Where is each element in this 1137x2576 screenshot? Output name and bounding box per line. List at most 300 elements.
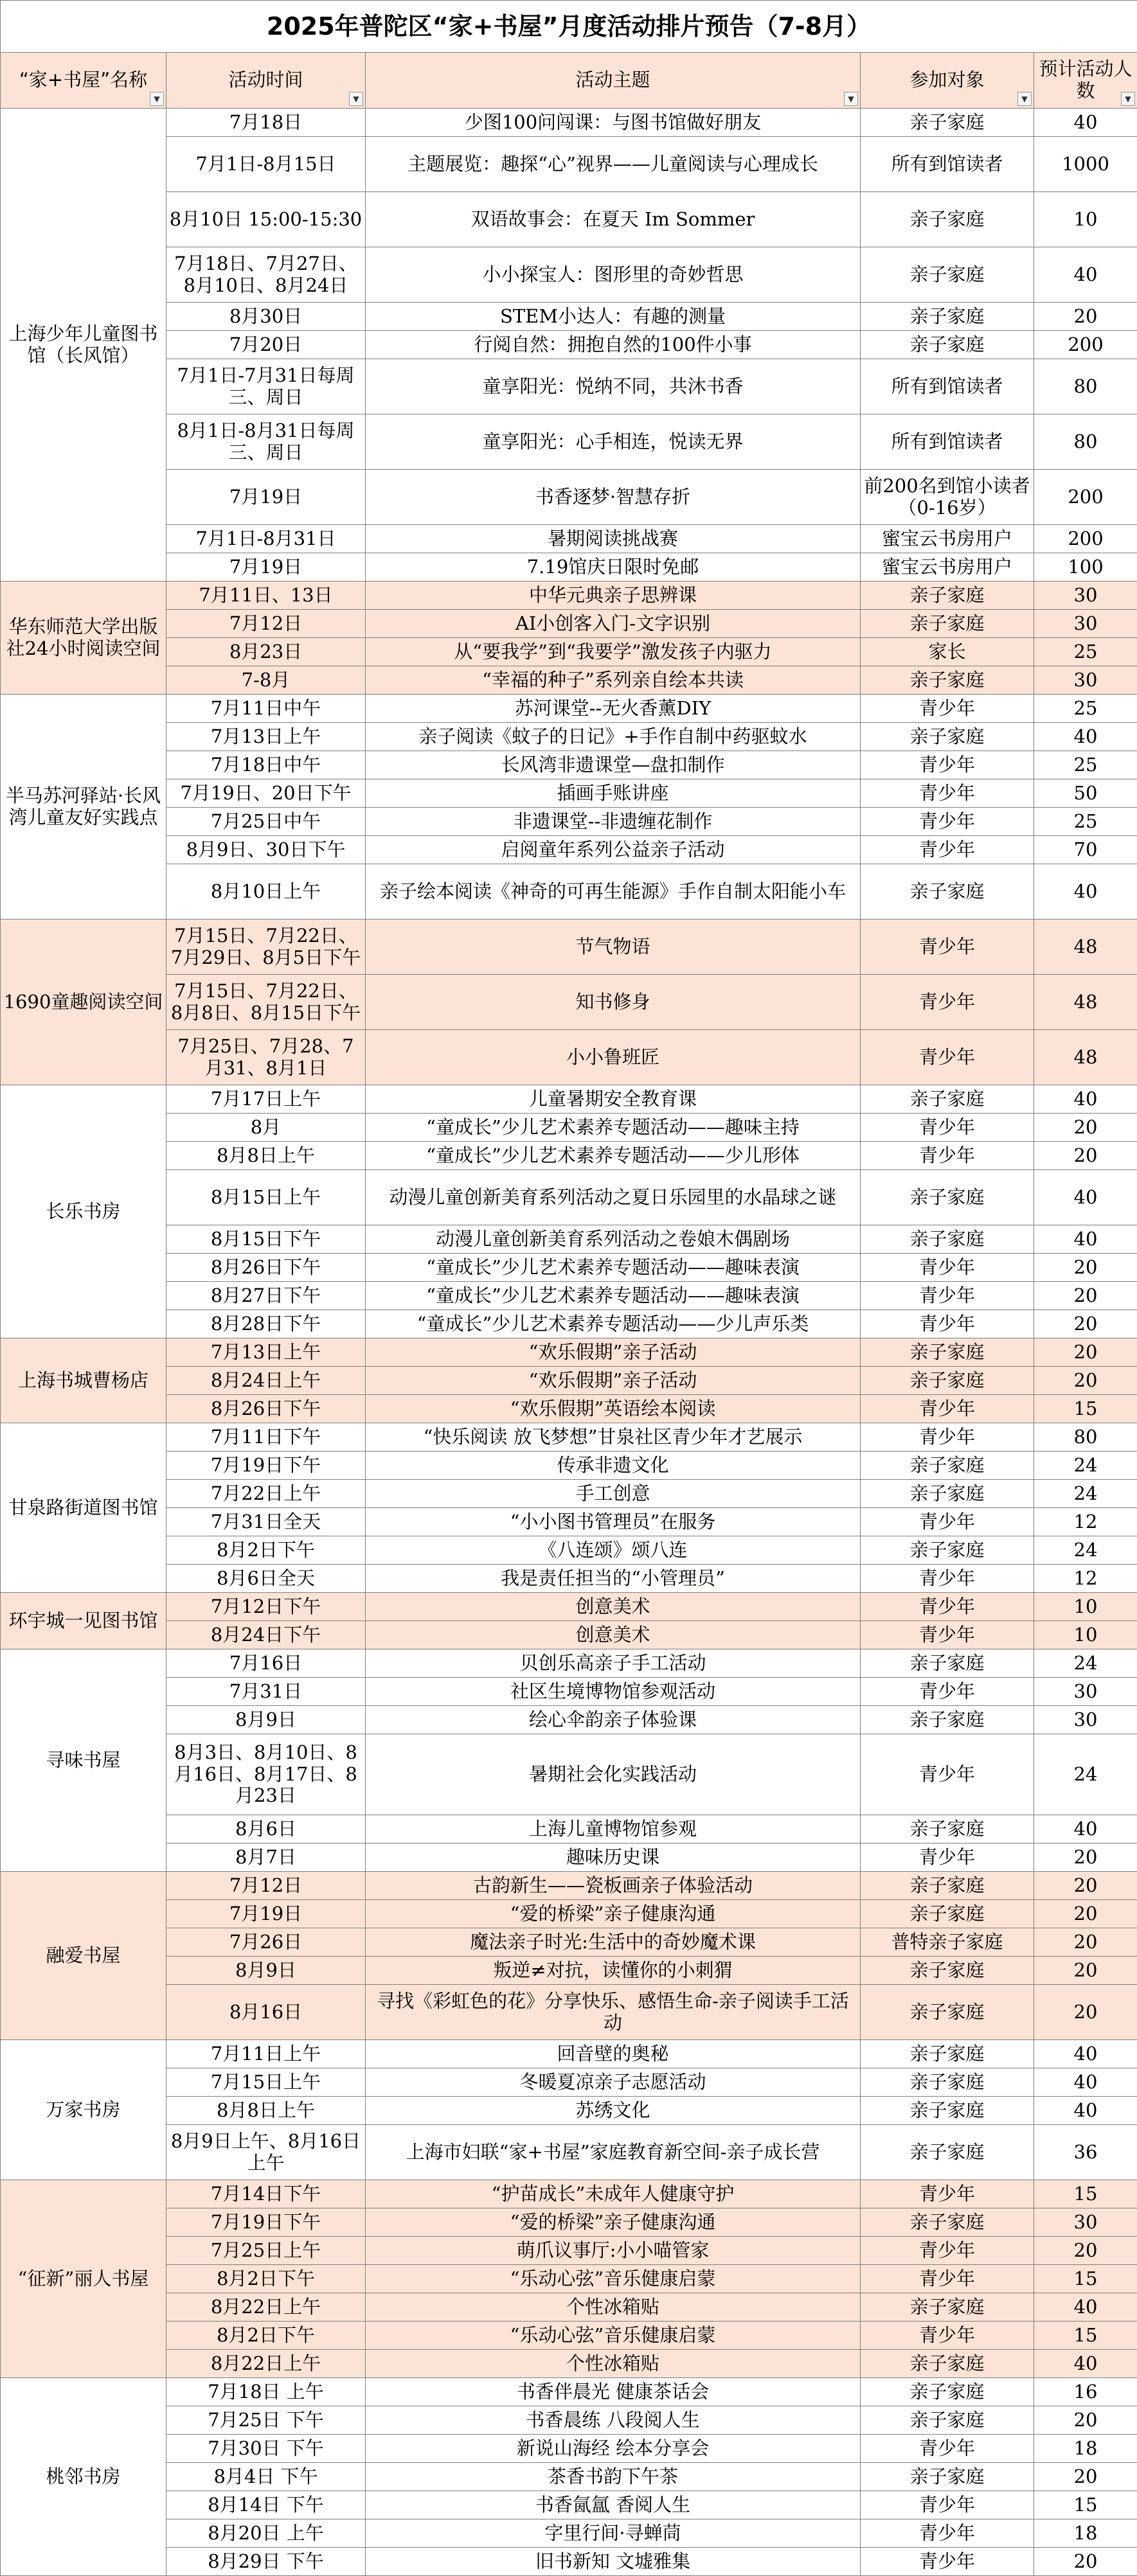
theme-cell[interactable]: 7.19馆庆日限时免邮 <box>366 553 861 582</box>
count-cell[interactable]: 12 <box>1034 1508 1137 1536</box>
theme-cell[interactable]: 双语故事会：在夏天 Im Sommer <box>366 192 861 247</box>
count-cell[interactable]: 40 <box>1034 2293 1137 2322</box>
theme-cell[interactable]: 长风湾非遗课堂—盘扣制作 <box>366 751 861 779</box>
target-cell[interactable]: 青少年 <box>861 2322 1034 2350</box>
target-cell[interactable]: 亲子家庭 <box>861 1706 1034 1734</box>
count-cell[interactable]: 30 <box>1034 610 1137 638</box>
count-cell[interactable]: 24 <box>1034 1734 1137 1815</box>
theme-cell[interactable]: 《八连颂》颂八连 <box>366 1536 861 1565</box>
target-cell[interactable]: 青少年 <box>861 1423 1034 1452</box>
target-cell[interactable]: 亲子家庭 <box>861 1367 1034 1395</box>
filter-dropdown-icon[interactable]: ▼ <box>349 92 363 106</box>
time-cell[interactable]: 8月10日上午 <box>166 864 366 919</box>
venue-name-cell[interactable]: 1690童趣阅读空间 <box>1 919 166 1085</box>
count-cell[interactable]: 48 <box>1034 1030 1137 1085</box>
venue-name-cell[interactable]: 上海少年儿童图书馆（长风馆） <box>1 109 166 582</box>
count-cell[interactable]: 40 <box>1034 2040 1137 2068</box>
time-cell[interactable]: 7月1日-8月15日 <box>166 137 366 192</box>
theme-cell[interactable]: 创意美术 <box>366 1593 861 1621</box>
target-cell[interactable]: 青少年 <box>861 2265 1034 2293</box>
time-cell[interactable]: 7月11日上午 <box>166 2040 366 2068</box>
theme-cell[interactable]: 个性冰箱贴 <box>366 2350 861 2378</box>
time-cell[interactable]: 7月15日上午 <box>166 2068 366 2097</box>
target-cell[interactable]: 青少年 <box>861 1565 1034 1593</box>
count-cell[interactable]: 24 <box>1034 1649 1137 1678</box>
time-cell[interactable]: 7月22日上午 <box>166 1480 366 1508</box>
target-cell[interactable]: 亲子家庭 <box>861 2406 1034 2435</box>
target-cell[interactable]: 青少年 <box>861 919 1034 975</box>
theme-cell[interactable]: 趣味历史课 <box>366 1843 861 1872</box>
time-cell[interactable]: 7月13日上午 <box>166 1338 366 1367</box>
count-cell[interactable]: 24 <box>1034 1536 1137 1565</box>
time-cell[interactable]: 7月1日-8月31日 <box>166 525 366 553</box>
theme-cell[interactable]: 动漫儿童创新美育系列活动之夏日乐园里的水晶球之谜 <box>366 1170 861 1225</box>
target-cell[interactable]: 亲子家庭 <box>861 331 1034 359</box>
time-cell[interactable]: 7月11日中午 <box>166 695 366 723</box>
count-cell[interactable]: 30 <box>1034 666 1137 695</box>
theme-cell[interactable]: 书香逐梦·智慧存折 <box>366 470 861 525</box>
count-cell[interactable]: 15 <box>1034 2322 1137 2350</box>
target-cell[interactable]: 青少年 <box>861 2180 1034 2208</box>
count-cell[interactable]: 30 <box>1034 2208 1137 2237</box>
time-cell[interactable]: 7月19日、20日下午 <box>166 779 366 808</box>
header-count[interactable] <box>1034 53 1137 109</box>
count-cell[interactable]: 15 <box>1034 2180 1137 2208</box>
time-cell[interactable]: 8月1日-8月31日每周三、周日 <box>166 414 366 470</box>
count-cell[interactable]: 40 <box>1034 1225 1137 1254</box>
count-cell[interactable]: 40 <box>1034 1085 1137 1114</box>
target-cell[interactable]: 亲子家庭 <box>861 2125 1034 2180</box>
header-target[interactable] <box>861 53 1034 109</box>
theme-cell[interactable]: 书香伴晨光 健康茶话会 <box>366 2378 861 2406</box>
count-cell[interactable]: 40 <box>1034 1170 1137 1225</box>
target-cell[interactable]: 亲子家庭 <box>861 1985 1034 2040</box>
count-cell[interactable]: 20 <box>1034 1142 1137 1170</box>
theme-cell[interactable]: “童成长”少儿艺术素养专题活动——少儿形体 <box>366 1142 861 1170</box>
count-cell[interactable]: 12 <box>1034 1565 1137 1593</box>
count-cell[interactable]: 30 <box>1034 1678 1137 1706</box>
target-cell[interactable]: 家长 <box>861 638 1034 666</box>
target-cell[interactable]: 蜜宝云书房用户 <box>861 525 1034 553</box>
target-cell[interactable]: 亲子家庭 <box>861 582 1034 610</box>
target-cell[interactable]: 青少年 <box>861 1843 1034 1872</box>
theme-cell[interactable]: 中华元典亲子思辨课 <box>366 582 861 610</box>
theme-cell[interactable]: STEM小达人：有趣的测量 <box>366 303 861 331</box>
time-cell[interactable]: 8月16日 <box>166 1985 366 2040</box>
time-cell[interactable]: 7月18日 <box>166 109 366 137</box>
target-cell[interactable]: 青少年 <box>861 1621 1034 1649</box>
count-cell[interactable]: 40 <box>1034 2068 1137 2097</box>
count-cell[interactable]: 18 <box>1034 2519 1137 2548</box>
venue-name-cell[interactable]: 万家书房 <box>1 2040 166 2180</box>
count-cell[interactable]: 20 <box>1034 2548 1137 2576</box>
count-cell[interactable]: 1000 <box>1034 137 1137 192</box>
target-cell[interactable]: 亲子家庭 <box>861 1170 1034 1225</box>
theme-cell[interactable]: 手工创意 <box>366 1480 861 1508</box>
theme-cell[interactable]: 行阅自然：拥抱自然的100件小事 <box>366 331 861 359</box>
time-cell[interactable]: 8月28日下午 <box>166 1310 366 1338</box>
time-cell[interactable]: 7月25日、7月28、7月31、8月1日 <box>166 1030 366 1085</box>
target-cell[interactable]: 亲子家庭 <box>861 1872 1034 1900</box>
target-cell[interactable]: 青少年 <box>861 808 1034 836</box>
count-cell[interactable]: 20 <box>1034 2237 1137 2265</box>
time-cell[interactable]: 8月7日 <box>166 1843 366 1872</box>
target-cell[interactable]: 亲子家庭 <box>861 192 1034 247</box>
time-cell[interactable]: 7月19日 <box>166 470 366 525</box>
time-cell[interactable]: 7月19日下午 <box>166 2208 366 2237</box>
time-cell[interactable]: 8月3日、8月10日、8月16日、8月17日、8月23日 <box>166 1734 366 1815</box>
count-cell[interactable]: 18 <box>1034 2435 1137 2463</box>
target-cell[interactable]: 亲子家庭 <box>861 247 1034 303</box>
filter-dropdown-icon[interactable]: ▼ <box>1121 92 1135 106</box>
count-cell[interactable]: 40 <box>1034 2097 1137 2125</box>
target-cell[interactable]: 亲子家庭 <box>861 1649 1034 1678</box>
time-cell[interactable]: 8月8日上午 <box>166 1142 366 1170</box>
target-cell[interactable]: 青少年 <box>861 1395 1034 1423</box>
venue-name-cell[interactable]: 半马苏河驿站·长风湾儿童友好实践点 <box>1 695 166 919</box>
time-cell[interactable]: 7月19日 <box>166 1900 366 1928</box>
target-cell[interactable]: 青少年 <box>861 779 1034 808</box>
target-cell[interactable]: 所有到馆读者 <box>861 414 1034 470</box>
theme-cell[interactable]: “童成长”少儿艺术素养专题活动——少儿声乐类 <box>366 1310 861 1338</box>
target-cell[interactable]: 亲子家庭 <box>861 723 1034 751</box>
target-cell[interactable]: 亲子家庭 <box>861 109 1034 137</box>
time-cell[interactable]: 7月19日下午 <box>166 1452 366 1480</box>
count-cell[interactable]: 40 <box>1034 864 1137 919</box>
theme-cell[interactable]: 新说山海经 绘本分享会 <box>366 2435 861 2463</box>
theme-cell[interactable]: 小小鲁班匠 <box>366 1030 861 1085</box>
time-cell[interactable]: 8月26日下午 <box>166 1254 366 1282</box>
header-venue[interactable] <box>1 53 166 109</box>
target-cell[interactable]: 青少年 <box>861 2519 1034 2548</box>
target-cell[interactable]: 青少年 <box>861 1508 1034 1536</box>
target-cell[interactable]: 亲子家庭 <box>861 864 1034 919</box>
time-cell[interactable]: 8月 <box>166 1114 366 1142</box>
target-cell[interactable]: 亲子家庭 <box>861 1085 1034 1114</box>
target-cell[interactable]: 青少年 <box>861 1254 1034 1282</box>
theme-cell[interactable]: 童享阳光：悦纳不同，共沐书香 <box>366 359 861 414</box>
target-cell[interactable]: 亲子家庭 <box>861 2097 1034 2125</box>
time-cell[interactable]: 8月2日下午 <box>166 1536 366 1565</box>
venue-name-cell[interactable]: 桃邻书房 <box>1 2378 166 2576</box>
count-cell[interactable]: 48 <box>1034 975 1137 1030</box>
count-cell[interactable]: 20 <box>1034 1843 1137 1872</box>
theme-cell[interactable]: “小小图书管理员”在服务 <box>366 1508 861 1536</box>
target-cell[interactable]: 亲子家庭 <box>861 2378 1034 2406</box>
target-cell[interactable]: 亲子家庭 <box>861 1480 1034 1508</box>
count-cell[interactable]: 40 <box>1034 2350 1137 2378</box>
target-cell[interactable]: 青少年 <box>861 2491 1034 2519</box>
theme-cell[interactable]: 字里行间·寻蝉茼 <box>366 2519 861 2548</box>
theme-cell[interactable]: 苏绣文化 <box>366 2097 861 2125</box>
time-cell[interactable]: 7月11日、13日 <box>166 582 366 610</box>
filter-dropdown-icon[interactable]: ▼ <box>150 92 164 106</box>
count-cell[interactable]: 20 <box>1034 1338 1137 1367</box>
time-cell[interactable]: 7月12日 <box>166 610 366 638</box>
count-cell[interactable]: 20 <box>1034 1872 1137 1900</box>
theme-cell[interactable]: 启阅童年系列公益亲子活动 <box>366 836 861 864</box>
target-cell[interactable]: 亲子家庭 <box>861 1338 1034 1367</box>
theme-cell[interactable]: 动漫儿童创新美育系列活动之卷娘木偶剧场 <box>366 1225 861 1254</box>
time-cell[interactable]: 8月9日 <box>166 1706 366 1734</box>
target-cell[interactable]: 亲子家庭 <box>861 2463 1034 2491</box>
venue-name-cell[interactable]: 环宇城一见图书馆 <box>1 1593 166 1649</box>
target-cell[interactable]: 亲子家庭 <box>861 1225 1034 1254</box>
theme-cell[interactable]: 我是责任担当的“小管理员” <box>366 1565 861 1593</box>
target-cell[interactable]: 亲子家庭 <box>861 303 1034 331</box>
time-cell[interactable]: 7月14日下午 <box>166 2180 366 2208</box>
time-cell[interactable]: 8月9日 <box>166 1957 366 1985</box>
target-cell[interactable]: 亲子家庭 <box>861 1815 1034 1843</box>
count-cell[interactable]: 15 <box>1034 1395 1137 1423</box>
count-cell[interactable]: 80 <box>1034 1423 1137 1452</box>
time-cell[interactable]: 7月11日下午 <box>166 1423 366 1452</box>
target-cell[interactable]: 前200名到馆小读者（0-16岁） <box>861 470 1034 525</box>
theme-cell[interactable]: AI小创客入门-文字识别 <box>366 610 861 638</box>
theme-cell[interactable]: 亲子绘本阅读《神奇的可再生能源》手作自制太阳能小车 <box>366 864 861 919</box>
theme-cell[interactable]: 插画手账讲座 <box>366 779 861 808</box>
target-cell[interactable]: 青少年 <box>861 1734 1034 1815</box>
time-cell[interactable]: 8月30日 <box>166 303 366 331</box>
count-cell[interactable]: 40 <box>1034 1815 1137 1843</box>
time-cell[interactable]: 8月29日 下午 <box>166 2548 366 2576</box>
count-cell[interactable]: 70 <box>1034 836 1137 864</box>
time-cell[interactable]: 8月10日 15:00-15:30 <box>166 192 366 247</box>
theme-cell[interactable]: 社区生境博物馆参观活动 <box>366 1678 861 1706</box>
target-cell[interactable]: 亲子家庭 <box>861 2293 1034 2322</box>
count-cell[interactable]: 25 <box>1034 638 1137 666</box>
count-cell[interactable]: 20 <box>1034 1310 1137 1338</box>
count-cell[interactable]: 80 <box>1034 414 1137 470</box>
time-cell[interactable]: 7月20日 <box>166 331 366 359</box>
theme-cell[interactable]: 书香氤氲 香阅人生 <box>366 2491 861 2519</box>
time-cell[interactable]: 7月31日全天 <box>166 1508 366 1536</box>
target-cell[interactable]: 青少年 <box>861 695 1034 723</box>
time-cell[interactable]: 8月27日下午 <box>166 1282 366 1310</box>
target-cell[interactable]: 亲子家庭 <box>861 2068 1034 2097</box>
target-cell[interactable]: 青少年 <box>861 1310 1034 1338</box>
count-cell[interactable]: 20 <box>1034 1900 1137 1928</box>
theme-cell[interactable]: “童成长”少儿艺术素养专题活动——趣味表演 <box>366 1254 861 1282</box>
count-cell[interactable]: 15 <box>1034 2265 1137 2293</box>
theme-cell[interactable]: 苏河课堂--无火香薰DIY <box>366 695 861 723</box>
time-cell[interactable]: 7月12日 <box>166 1872 366 1900</box>
time-cell[interactable]: 8月2日下午 <box>166 2322 366 2350</box>
theme-cell[interactable]: 寻找《彩虹色的花》分享快乐、感悟生命-亲子阅读手工活动 <box>366 1985 861 2040</box>
time-cell[interactable]: 8月6日 <box>166 1815 366 1843</box>
target-cell[interactable]: 普特亲子家庭 <box>861 1928 1034 1957</box>
target-cell[interactable]: 亲子家庭 <box>861 1452 1034 1480</box>
time-cell[interactable]: 7月12日下午 <box>166 1593 366 1621</box>
time-cell[interactable]: 7月15日、7月22日、8月8日、8月15日下午 <box>166 975 366 1030</box>
count-cell[interactable]: 200 <box>1034 470 1137 525</box>
count-cell[interactable]: 40 <box>1034 723 1137 751</box>
theme-cell[interactable]: 非遗课堂--非遗缠花制作 <box>366 808 861 836</box>
count-cell[interactable]: 80 <box>1034 359 1137 414</box>
count-cell[interactable]: 20 <box>1034 2406 1137 2435</box>
time-cell[interactable]: 7月15日、7月22日、7月29日、8月5日下午 <box>166 919 366 975</box>
time-cell[interactable]: 8月4日 下午 <box>166 2463 366 2491</box>
target-cell[interactable]: 所有到馆读者 <box>861 137 1034 192</box>
venue-name-cell[interactable]: 长乐书房 <box>1 1085 166 1338</box>
header-time[interactable] <box>166 53 366 109</box>
count-cell[interactable]: 20 <box>1034 2463 1137 2491</box>
time-cell[interactable]: 8月24日上午 <box>166 1367 366 1395</box>
theme-cell[interactable]: 儿童暑期安全教育课 <box>366 1085 861 1114</box>
target-cell[interactable]: 亲子家庭 <box>861 1957 1034 1985</box>
count-cell[interactable]: 20 <box>1034 1254 1137 1282</box>
theme-cell[interactable]: 从“要我学”到“我要学”激发孩子内驱力 <box>366 638 861 666</box>
theme-cell[interactable]: 古韵新生——瓷板画亲子体验活动 <box>366 1872 861 1900</box>
theme-cell[interactable]: 冬暖夏凉亲子志愿活动 <box>366 2068 861 2097</box>
filter-dropdown-icon[interactable]: ▼ <box>1017 92 1032 106</box>
count-cell[interactable]: 20 <box>1034 1928 1137 1957</box>
theme-cell[interactable]: “童成长”少儿艺术素养专题活动——趣味主持 <box>366 1114 861 1142</box>
theme-cell[interactable]: “爱的桥梁”亲子健康沟通 <box>366 2208 861 2237</box>
count-cell[interactable]: 40 <box>1034 109 1137 137</box>
count-cell[interactable]: 16 <box>1034 2378 1137 2406</box>
count-cell[interactable]: 10 <box>1034 1621 1137 1649</box>
target-cell[interactable]: 亲子家庭 <box>861 2350 1034 2378</box>
time-cell[interactable]: 8月26日下午 <box>166 1395 366 1423</box>
target-cell[interactable]: 青少年 <box>861 2435 1034 2463</box>
count-cell[interactable]: 25 <box>1034 808 1137 836</box>
time-cell[interactable]: 8月9日、30日下午 <box>166 836 366 864</box>
theme-cell[interactable]: 少图100问闯课：与图书馆做好朋友 <box>366 109 861 137</box>
header-theme[interactable] <box>366 53 861 109</box>
count-cell[interactable]: 20 <box>1034 1985 1137 2040</box>
time-cell[interactable]: 7月25日中午 <box>166 808 366 836</box>
time-cell[interactable]: 8月9日上午、8月16日上午 <box>166 2125 366 2180</box>
theme-cell[interactable]: 贝创乐高亲子手工活动 <box>366 1649 861 1678</box>
theme-cell[interactable]: 绘心伞韵亲子体验课 <box>366 1706 861 1734</box>
count-cell[interactable]: 48 <box>1034 919 1137 975</box>
time-cell[interactable]: 7-8月 <box>166 666 366 695</box>
theme-cell[interactable]: “乐动心弦”音乐健康启蒙 <box>366 2265 861 2293</box>
time-cell[interactable]: 7月13日上午 <box>166 723 366 751</box>
time-cell[interactable]: 8月24日下午 <box>166 1621 366 1649</box>
target-cell[interactable]: 亲子家庭 <box>861 1900 1034 1928</box>
target-cell[interactable]: 蜜宝云书房用户 <box>861 553 1034 582</box>
time-cell[interactable]: 7月18日 上午 <box>166 2378 366 2406</box>
time-cell[interactable]: 8月22日上午 <box>166 2293 366 2322</box>
count-cell[interactable]: 24 <box>1034 1452 1137 1480</box>
theme-cell[interactable]: 旧书新知 文墟雅集 <box>366 2548 861 2576</box>
target-cell[interactable]: 青少年 <box>861 1282 1034 1310</box>
count-cell[interactable]: 200 <box>1034 525 1137 553</box>
count-cell[interactable]: 25 <box>1034 695 1137 723</box>
target-cell[interactable]: 所有到馆读者 <box>861 359 1034 414</box>
target-cell[interactable]: 亲子家庭 <box>861 2040 1034 2068</box>
time-cell[interactable]: 8月6日全天 <box>166 1565 366 1593</box>
count-cell[interactable]: 30 <box>1034 1706 1137 1734</box>
count-cell[interactable]: 100 <box>1034 553 1137 582</box>
count-cell[interactable]: 20 <box>1034 1114 1137 1142</box>
venue-name-cell[interactable]: 甘泉路街道图书馆 <box>1 1423 166 1593</box>
time-cell[interactable]: 8月15日下午 <box>166 1225 366 1254</box>
time-cell[interactable]: 7月16日 <box>166 1649 366 1678</box>
target-cell[interactable]: 亲子家庭 <box>861 610 1034 638</box>
target-cell[interactable]: 青少年 <box>861 1114 1034 1142</box>
theme-cell[interactable]: “幸福的种子”系列亲自绘本共读 <box>366 666 861 695</box>
theme-cell[interactable]: “欢乐假期”英语绘本阅读 <box>366 1395 861 1423</box>
theme-cell[interactable]: “乐动心弦”音乐健康启蒙 <box>366 2322 861 2350</box>
theme-cell[interactable]: 上海市妇联“家+书屋”家庭教育新空间-亲子成长营 <box>366 2125 861 2180</box>
theme-cell[interactable]: “爱的桥梁”亲子健康沟通 <box>366 1900 861 1928</box>
theme-cell[interactable]: “欢乐假期”亲子活动 <box>366 1367 861 1395</box>
target-cell[interactable]: 亲子家庭 <box>861 666 1034 695</box>
theme-cell[interactable]: 创意美术 <box>366 1621 861 1649</box>
filter-dropdown-icon[interactable]: ▼ <box>844 92 858 106</box>
target-cell[interactable]: 青少年 <box>861 975 1034 1030</box>
theme-cell[interactable]: 茶香书韵下午茶 <box>366 2463 861 2491</box>
theme-cell[interactable]: 节气物语 <box>366 919 861 975</box>
count-cell[interactable]: 30 <box>1034 582 1137 610</box>
count-cell[interactable]: 25 <box>1034 751 1137 779</box>
time-cell[interactable]: 8月23日 <box>166 638 366 666</box>
target-cell[interactable]: 青少年 <box>861 1030 1034 1085</box>
theme-cell[interactable]: “护苗成长”未成年人健康守护 <box>366 2180 861 2208</box>
theme-cell[interactable]: “快乐阅读 放飞梦想”甘泉社区青少年才艺展示 <box>366 1423 861 1452</box>
count-cell[interactable]: 20 <box>1034 1282 1137 1310</box>
time-cell[interactable]: 8月15日上午 <box>166 1170 366 1225</box>
target-cell[interactable]: 青少年 <box>861 1142 1034 1170</box>
count-cell[interactable]: 20 <box>1034 1957 1137 1985</box>
time-cell[interactable]: 7月18日、7月27日、8月10日、8月24日 <box>166 247 366 303</box>
count-cell[interactable]: 36 <box>1034 2125 1137 2180</box>
time-cell[interactable]: 8月8日上午 <box>166 2097 366 2125</box>
time-cell[interactable]: 8月2日下午 <box>166 2265 366 2293</box>
venue-name-cell[interactable]: 华东师范大学出版社24小时阅读空间 <box>1 582 166 695</box>
theme-cell[interactable]: 个性冰箱贴 <box>366 2293 861 2322</box>
count-cell[interactable]: 10 <box>1034 1593 1137 1621</box>
target-cell[interactable]: 青少年 <box>861 751 1034 779</box>
time-cell[interactable]: 8月20日 上午 <box>166 2519 366 2548</box>
time-cell[interactable]: 7月30日 下午 <box>166 2435 366 2463</box>
target-cell[interactable]: 青少年 <box>861 2237 1034 2265</box>
time-cell[interactable]: 7月31日 <box>166 1678 366 1706</box>
count-cell[interactable]: 10 <box>1034 192 1137 247</box>
venue-name-cell[interactable]: 寻味书屋 <box>1 1649 166 1872</box>
count-cell[interactable]: 20 <box>1034 303 1137 331</box>
theme-cell[interactable]: 回音壁的奥秘 <box>366 2040 861 2068</box>
theme-cell[interactable]: 魔法亲子时光:生活中的奇妙魔术课 <box>366 1928 861 1957</box>
count-cell[interactable]: 24 <box>1034 1480 1137 1508</box>
time-cell[interactable]: 7月17日上午 <box>166 1085 366 1114</box>
theme-cell[interactable]: 暑期阅读挑战赛 <box>366 525 861 553</box>
count-cell[interactable]: 200 <box>1034 331 1137 359</box>
count-cell[interactable]: 15 <box>1034 2491 1137 2519</box>
venue-name-cell[interactable]: 上海书城曹杨店 <box>1 1338 166 1423</box>
time-cell[interactable]: 7月19日 <box>166 553 366 582</box>
theme-cell[interactable]: 小小探宝人：图形里的奇妙哲思 <box>366 247 861 303</box>
theme-cell[interactable]: 主题展览：趣探“心”视界——儿童阅读与心理成长 <box>366 137 861 192</box>
time-cell[interactable]: 8月14日 下午 <box>166 2491 366 2519</box>
target-cell[interactable]: 亲子家庭 <box>861 2208 1034 2237</box>
theme-cell[interactable]: 传承非遗文化 <box>366 1452 861 1480</box>
time-cell[interactable]: 7月18日中午 <box>166 751 366 779</box>
target-cell[interactable]: 青少年 <box>861 1593 1034 1621</box>
time-cell[interactable]: 7月25日 下午 <box>166 2406 366 2435</box>
theme-cell[interactable]: 萌爪议事厅:小小喵管家 <box>366 2237 861 2265</box>
target-cell[interactable]: 亲子家庭 <box>861 1536 1034 1565</box>
time-cell[interactable]: 7月1日-7月31日每周三、周日 <box>166 359 366 414</box>
theme-cell[interactable]: 上海儿童博物馆参观 <box>366 1815 861 1843</box>
count-cell[interactable]: 50 <box>1034 779 1137 808</box>
theme-cell[interactable]: 知书修身 <box>366 975 861 1030</box>
time-cell[interactable]: 7月25日上午 <box>166 2237 366 2265</box>
time-cell[interactable]: 8月22日上午 <box>166 2350 366 2378</box>
